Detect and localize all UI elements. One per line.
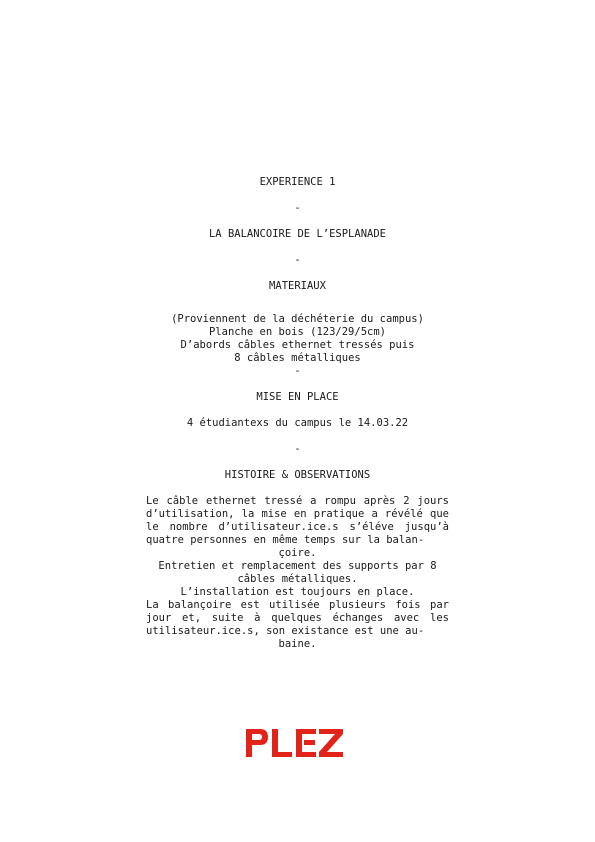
history-paragraph: La balançoire est utilisée plusieurs fois par jour et, suite à quelques échanges avec les utilisateur.ice.s, son existance est une au- xyxy=(146,599,449,637)
setup-heading: MISE EN PLACE xyxy=(256,391,339,403)
materials-heading: MATERIAUX xyxy=(269,280,326,292)
history-paragraph: Entretien et remplacement des supports par 8 xyxy=(158,560,437,572)
history-paragraph: L’installation est toujours en place. xyxy=(180,586,415,598)
separator: - xyxy=(294,202,301,214)
history-paragraph-end: câbles métalliques. xyxy=(237,573,358,585)
separator: - xyxy=(294,443,301,455)
history-paragraph-end: baine. xyxy=(278,638,317,650)
separator: - xyxy=(294,365,301,377)
document-title: EXPERIENCE 1 xyxy=(259,176,336,188)
separator: - xyxy=(294,254,301,266)
document-subtitle: LA BALANCOIRE DE L’ESPLANADE xyxy=(208,228,386,240)
materials-line: 8 câbles métalliques xyxy=(234,352,361,364)
materials-line: D’abords câbles ethernet tressés puis xyxy=(180,339,415,351)
setup-line: 4 étudiantexs du campus le 14.03.22 xyxy=(186,417,409,429)
history-paragraph-end: çoire. xyxy=(278,547,317,559)
plez-logo xyxy=(246,728,344,758)
history-paragraph: Le câble ethernet tressé a rompu après 2 jours d’utilisation, la mise en pratique a révélé que le nombre d’utilisateur.ice.s s’éléve jusqu’à quatre personnes en même temps sur la balan- xyxy=(146,495,449,546)
materials-line: (Proviennent de la déchéterie du campus) xyxy=(171,313,424,325)
text-column xyxy=(146,176,449,651)
materials-line: Planche en bois (123/29/5cm) xyxy=(208,326,386,338)
history-heading: HISTOIRE & OBSERVATIONS xyxy=(224,469,371,481)
